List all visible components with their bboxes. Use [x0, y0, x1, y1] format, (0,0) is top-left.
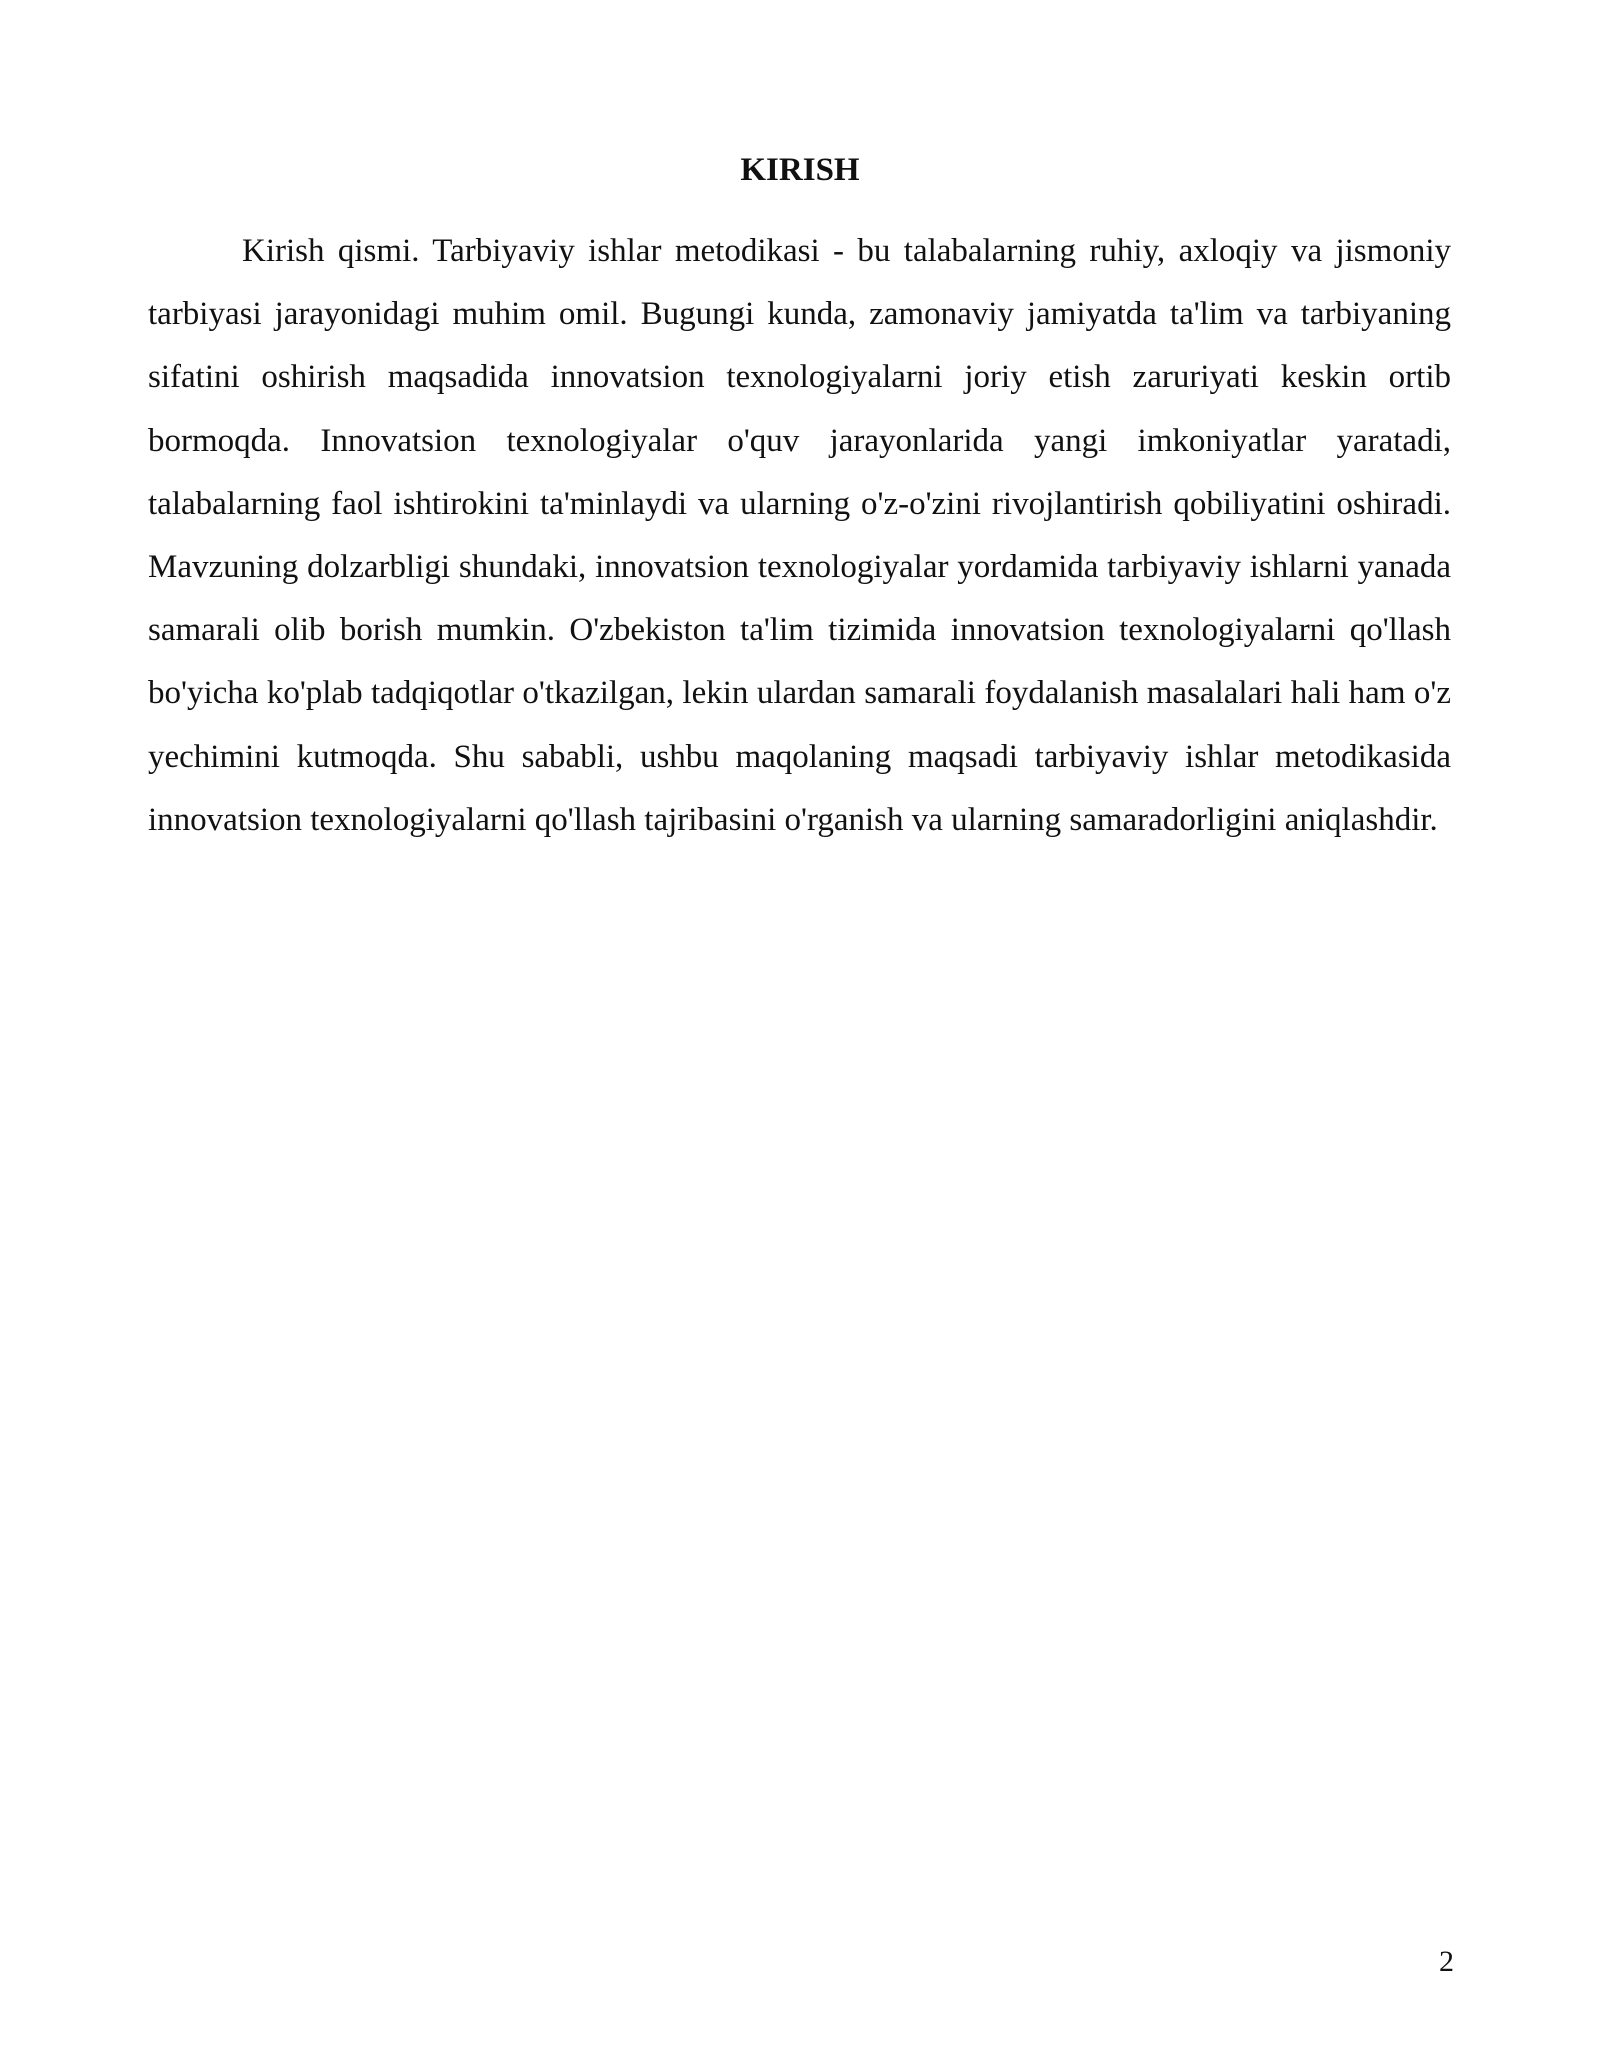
- page-number: 2: [1439, 1945, 1454, 1978]
- section-heading: KIRISH: [740, 152, 860, 188]
- intro-paragraph: Kirish qismi. Tarbiyaviy ishlar metodikasi - bu talabalarning ruhiy, axloqiy va jismoniy tarbiyasi jarayonidagi muhim omil. Bugungi kunda, zamonaviy jamiyatda ta'lim va tarbiyaning sifatini oshirish maqsadida innovatsion texnologiyalarni joriy etish zaruriyati keskin ortib bormoqda. Innovatsion texnologiyalar o'quv jarayonlarida yangi imkoniyatlar yaratadi, talabalarning faol ishtirokini ta'minlaydi va ularning o'z-o'zini rivojlantirish qobiliyatini oshiradi. Mavzuning dolzarbligi shundaki, innovatsion texnologiyalar yordamida tarbiyaviy ishlarni yanada samarali olib borish mumkin. O'zbekiston ta'lim tizimida innovatsion texnologiyalarni qo'llash bo'yicha ko'plab tadqiqotlar o'tkazilgan, lekin ulardan samarali foydalanish masalalari hali ham o'z yechimini kutmoqda. Shu sababli, ushbu maqolaning maqsadi tarbiyaviy ishlar metodikasida innovatsion texnologiyalarni qo'llash tajribasini o'rganish va ularning samaradorligini aniqlashdir.: [148, 233, 1451, 838]
